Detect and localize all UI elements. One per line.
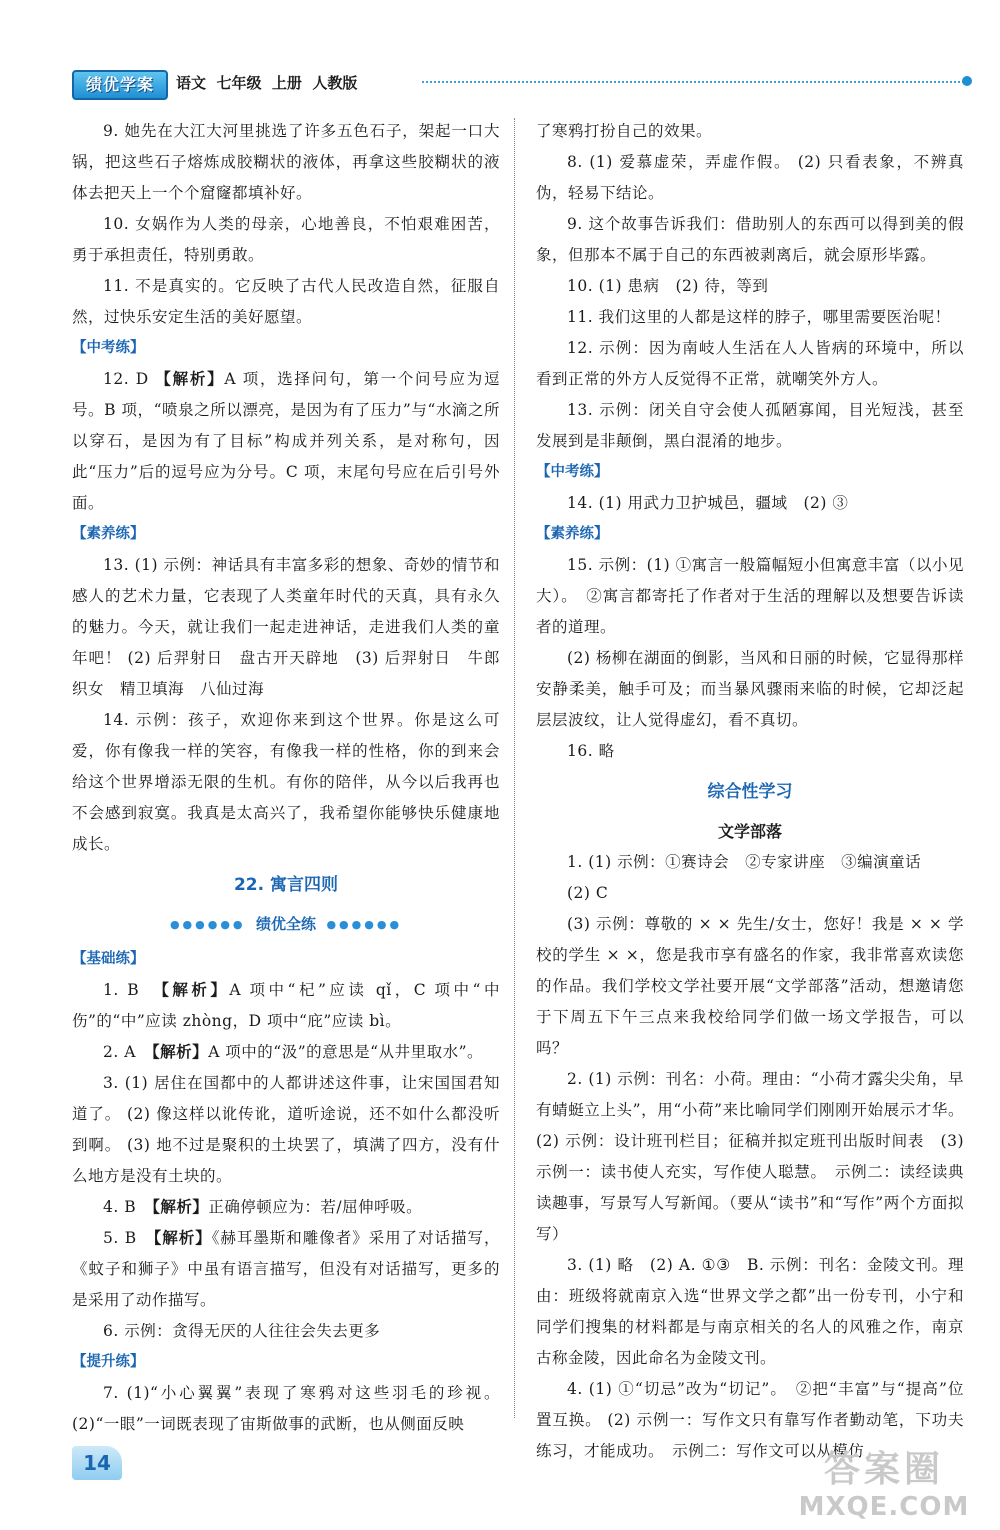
basic-2 <box>72 1037 500 1068</box>
literacy-16: 16. 略 <box>567 742 615 760</box>
banner-dots-right: ●●●●●● <box>326 918 403 931</box>
header-dotted-rule <box>422 81 964 83</box>
basic-5-num: 5. B <box>103 1229 154 1247</box>
improve-13: 13. 示例：闭关自守会使人孤陋寡闻，目光短浅，甚至发展到是非颠倒，黑白混淆的地步。 <box>536 401 964 450</box>
basic-4-num: 4. B <box>103 1198 153 1216</box>
column-divider <box>514 118 515 1418</box>
comp-1-2: (2) C <box>567 884 609 902</box>
exam-14: 14. (1) 用武力卫护城邑，疆域 (2) ③ <box>567 494 849 512</box>
tag-suyang: 【素养练】 <box>72 526 145 542</box>
answer-11: 11. 不是真实的。它反映了古代人民改造自然，征服自然，过快乐安定生活的美好愿望。 <box>72 277 500 326</box>
page-header <box>72 66 972 100</box>
watermark-bottom: MXQE.COM <box>798 1492 970 1522</box>
watermark-top: 答案圈 <box>823 1449 944 1490</box>
tag-suyang-right: 【素养练】 <box>536 526 609 542</box>
basic-1-text: A 项中“杞”应读 qǐ，C 项中“中伤”的“中”应读 zhòng，D 项中“庇”应读 bì。 <box>72 981 500 1030</box>
basic-4-text: 正确停顿应为：若/屈伸呼吸。 <box>208 1198 423 1216</box>
improve-8: 8. (1) 爱慕虚荣，弄虚作假。 (2) 只看表象，不辨真伪，轻易下结论。 <box>536 153 964 202</box>
analysis-label: 【解析】 <box>155 370 225 388</box>
sub-title-literary-tribe: 文学部落 <box>717 822 782 841</box>
improve-10: 10. (1) 患病 (2) 待，等到 <box>567 277 769 295</box>
analysis-label: 【解析】 <box>151 1043 209 1061</box>
answer-10: 10. 女娲作为人类的母亲，心地善良，不怕艰难困苦，勇于承担责任，特别勇敢。 <box>72 215 500 264</box>
answer-12-num: 12. D <box>103 370 156 388</box>
right-column <box>536 116 964 1467</box>
basic-6: 6. 示例：贪得无厌的人往往会失去更多 <box>103 1322 381 1340</box>
answer-12 <box>72 364 500 519</box>
page-number: 14 <box>72 1446 122 1480</box>
comp-1: 1. (1) 示例：①赛诗会 ②专家讲座 ③编演童话 <box>567 853 922 871</box>
answer-12-text: A 项，选择问句，第一个问号应为逗号。B 项，“喷泉之所以漂亮，是因为有了压力”与“水滴之所以穿石，是因为有了目标”构成并列关系，是对称句，因此“压力”后的逗号应为分号。C 项，末尾句号应在后引号外面。 <box>72 370 500 512</box>
basic-1 <box>72 975 500 1037</box>
literacy-15a: 15. 示例：(1) ①寓言一般篇幅短小但寓意丰富（以小见大）。 ②寓言都寄托了作者对于生活的理解以及想要告诉读者的道理。 <box>536 556 964 636</box>
comp-2: 2. (1) 示例：刊名：小荷。理由：“小荷才露尖尖角，早有蜻蜓立上头”，用“小荷”来比喻同学们刚刚开始展示才华。 (2) 示例：设计班刊栏目；征稿并拟定班刊出版时间表 (3) 示例一：读书使人充实，写作使人聪慧。 示例二：读经读典读趣事，写景写人写新闻。（要从“读书”和“写作”两个方面拟写） <box>536 1070 964 1243</box>
section-title-comprehensive: 综合性学习 <box>707 782 793 802</box>
basic-2-text: A 项中的“汲”的意思是“从井里取水”。 <box>208 1043 484 1061</box>
comp-1-3: (3) 示例：尊敬的 × × 先生/女士，您好！我是 × × 学校的学生 × ×，您是我市享有盛名的作家，我非常喜欢读您的作品。我们学校文学社要开展“文学部落”活动，想邀请您于下周五下午三点来我校给同学们做一场文学报告，可以吗？ <box>536 915 964 1057</box>
book-logo: 绩优学案 <box>72 70 168 100</box>
answer-14: 14. 示例：孩子，欢迎你来到这个世界。你是这么可爱，你有像我一样的笑容，有像我一样的性格，你的到来会给这个世界增添无限的生机。有你的陪伴，从今以后我再也不会感到寂寞。我真是太高兴了，我希望你能够快乐健康地成长。 <box>72 711 500 853</box>
analysis-label: 【解析】 <box>161 981 230 999</box>
improve-7-continued: 了寒鸦打扮自己的效果。 <box>536 122 713 140</box>
basic-3: 3. (1) 居住在国都中的人都讲述这件事，让宋国国君知道了。 (2) 像这样以讹传讹，道听途说，还不如什么都没听到啊。 (3) 地不过是聚积的土块罢了，填满了四方，没有什么地方是没有土块的。 <box>72 1074 500 1185</box>
tag-tisheng: 【提升练】 <box>72 1354 145 1370</box>
improve-11: 11. 我们这里的人都是这样的脖子，哪里需要医治呢！ <box>567 308 951 326</box>
basic-1-num: 1. B <box>103 981 162 999</box>
practice-banner <box>72 909 500 940</box>
tag-zhongkao-right: 【中考练】 <box>536 464 609 480</box>
header-dot-icon <box>962 76 972 86</box>
tag-jichu: 【基础练】 <box>72 951 145 967</box>
banner-dots-left: ●●●●●● <box>169 918 246 931</box>
book-title: 语文 七年级 上册 人教版 <box>176 74 358 92</box>
comp-3: 3. (1) 略 (2) A. ①③ B. 示例：刊名：金陵文刊。理由：班级将就南京入选“世界文学之都”出一份专刊，小宁和同学们搜集的材料都是与南京相关的名人的风雅之作，南京古称金陵，因此命名为金陵文刊。 <box>536 1256 964 1367</box>
section-title-fables: 22. 寓言四则 <box>233 875 339 895</box>
improve-12: 12. 示例：因为南岐人生活在人人皆病的环境中，所以看到正常的外方人反觉得不正常，就嘲笑外方人。 <box>536 339 964 388</box>
answer-9: 9. 她先在大江大河里挑选了许多五色石子，架起一口大锅，把这些石子熔炼成胶糊状的液体，再拿这些胶糊状的液体去把天上一个个窟窿都填补好。 <box>72 122 500 202</box>
banner-label: 绩优全练 <box>255 915 316 933</box>
improve-7: 7. (1)“小心翼翼”表现了寒鸦对这些羽毛的珍视。(2)“一眼”一词既表现了宙斯做事的武断，也从侧面反映 <box>72 1384 500 1433</box>
answer-13: 13. (1) 示例：神话具有丰富多彩的想象、奇妙的情节和感人的艺术力量，它表现了人类童年时代的天真，具有永久的魅力。今天，就让我们一起走进神话，走进我们人类的童年吧！ (2) 后羿射日 盘古开天辟地 (3) 后羿射日 牛郎织女 精卫填海 八仙过海 <box>72 556 500 698</box>
analysis-label: 【解析】 <box>153 1229 212 1247</box>
comp-4: 4. (1) ①“切忌”改为“切记”。 ②把“丰富”与“提高”位置互换。 (2) 示例一：写作文只有靠写作者勤动笔，下功夫练习，才能成功。 示例二：写作文可以从模仿 <box>536 1380 964 1460</box>
tag-zhongkao: 【中考练】 <box>72 340 145 356</box>
basic-2-num: 2. A <box>103 1043 152 1061</box>
analysis-label: 【解析】 <box>152 1198 209 1216</box>
watermark-logo <box>794 1448 974 1524</box>
basic-4 <box>72 1192 500 1223</box>
basic-5-text: 《赫耳墨斯和雕像者》采用了对话描写，《蚊子和狮子》中虽有语言描写，但没有对话描写，更多的是采用了动作描写。 <box>72 1229 500 1309</box>
left-column <box>72 116 500 1440</box>
literacy-15b: (2) 杨柳在湖面的倒影，当风和日丽的时候，它显得那样安静柔美，触手可及；而当暴风骤雨来临的时候，它却泛起层层波纹，让人觉得虚幻，看不真切。 <box>536 649 964 729</box>
basic-5 <box>72 1223 500 1316</box>
improve-9: 9. 这个故事告诉我们：借助别人的东西可以得到美的假象，但那本不属于自己的东西被剥离后，就会原形毕露。 <box>536 215 964 264</box>
